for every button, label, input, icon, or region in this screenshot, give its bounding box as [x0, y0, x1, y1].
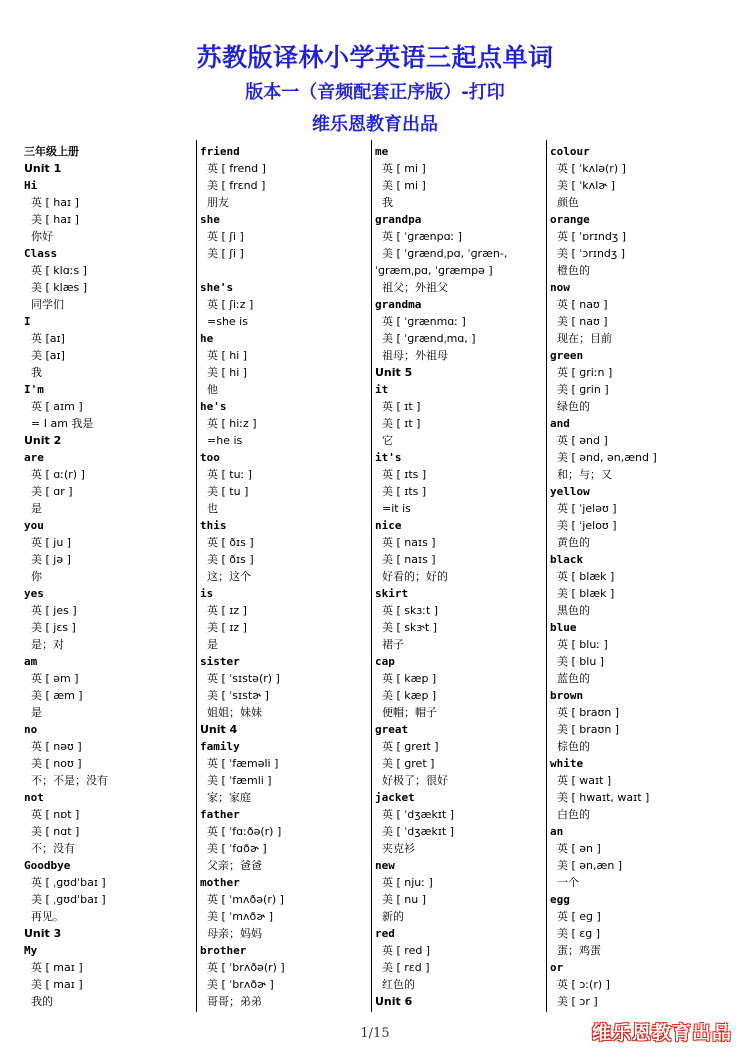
vocab-word: brown [550, 689, 584, 702]
vocab-detail: 哥哥；弟弟 [207, 995, 262, 1008]
vocab-detail: 家；家庭 [207, 791, 251, 804]
vocab-detail: 白色的 [557, 808, 590, 821]
vocab-column-1 [24, 143, 192, 1013]
vocab-detail: 是 [31, 706, 42, 719]
vocab-detail: 不；不是；没有 [31, 774, 108, 787]
vocab-detail: 我 [382, 196, 393, 209]
vocab-detail: 英 [ naɪs ] [382, 536, 436, 549]
vocab-detail: 英 [ braʊn ] [557, 706, 620, 719]
vocab-detail: 英 [ ˈɡrænmɑː ] [382, 315, 466, 328]
vocab-column-3 [375, 143, 543, 1013]
vocab-detail: 英 [ hi ] [207, 349, 248, 362]
vocab-word: she [200, 213, 220, 226]
vocab-detail: 英 [ ɪts ] [382, 468, 427, 481]
vocab-detail: 美 [ tu ] [207, 485, 249, 498]
vocab-detail: 是 [207, 638, 218, 651]
vocab-detail: 黑色的 [557, 604, 590, 617]
vocab-word: I'm [24, 383, 44, 396]
vocab-detail: 他 [207, 383, 218, 396]
vocab-detail: 红色的 [382, 978, 415, 991]
vocab-detail: 英 [ jes ] [31, 604, 77, 617]
vocab-word: friend [200, 145, 240, 158]
vocab-word: blue [550, 621, 577, 634]
vocab-detail: 美 [ ɡret ] [382, 757, 435, 770]
vocab-detail: 英 [ frend ] [207, 162, 266, 175]
vocab-detail: 英 [ ðɪs ] [207, 536, 254, 549]
vocab-detail: 我 [31, 366, 42, 379]
section-heading: Unit 5 [375, 366, 413, 379]
vocab-detail: 它 [382, 434, 393, 447]
vocab-word: yellow [550, 485, 590, 498]
vocab-detail: 美 [ ˈɔrɪndʒ ] [557, 247, 626, 260]
vocab-detail: 是 [31, 502, 42, 515]
page-subtitle: 版本一（音频配套正序版）-打印 [245, 82, 505, 103]
vocab-detail: 美 [ hi ] [207, 366, 248, 379]
vocab-line: ˈɡræmˌpɑ, ˈɡræmpə ] [375, 264, 493, 277]
vocab-detail: 夹克衫 [382, 842, 415, 855]
vocab-word: black [550, 553, 584, 566]
vocab-detail: 英 [ waɪt ] [557, 774, 612, 787]
vocab-word: grandpa [375, 213, 422, 226]
vocab-detail: 美 [ mi ] [382, 179, 426, 192]
vocab-detail [200, 262, 368, 279]
vocab-detail: 美 [ klæs ] [31, 281, 88, 294]
vocab-detail: 美 [ braʊn ] [557, 723, 620, 736]
vocab-detail: 英 [ nɒt ] [31, 808, 80, 821]
vocab-word: she's [200, 281, 234, 294]
vocab-word: green [550, 349, 584, 362]
vocab-detail: 英 [ ˈfæməli ] [207, 757, 279, 770]
section-heading: 三年级上册 [24, 145, 79, 158]
vocab-detail: 英 [ bluː ] [557, 638, 608, 651]
vocab-detail: 和；与；又 [557, 468, 612, 481]
vocab-detail: 美 [ naʊ ] [557, 315, 608, 328]
vocab-word: nice [375, 519, 402, 532]
vocab-detail: 英 [ hiːz ] [207, 417, 257, 430]
vocab-detail: 美 [ skɝt ] [382, 621, 438, 634]
vocab-detail: 美 [ ɪts ] [382, 485, 427, 498]
vocab-detail: 美 [ ɪz ] [207, 621, 247, 634]
vocab-word: me [375, 145, 389, 158]
vocab-detail: 美 [ ˈfɑðɚ ] [207, 842, 267, 855]
vocab-detail: 英 [ ɔː(r) ] [557, 978, 610, 991]
vocab-word: brother [200, 944, 247, 957]
vocab-detail: 英 [ ɑː(r) ] [31, 468, 85, 481]
vocab-detail: 美 [ jɛs ] [31, 621, 76, 634]
vocab-detail: 一个 [557, 876, 579, 889]
vocab-detail: 英 [ skɜːt ] [382, 604, 439, 617]
vocab-detail: 英 [ ɪz ] [207, 604, 247, 617]
vocab-detail: 英 [ ʃi ] [207, 230, 244, 243]
vocab-word: family [200, 740, 240, 753]
vocab-word: I [24, 315, 31, 328]
vocab-word: orange [550, 213, 590, 226]
section-heading: Unit 6 [375, 995, 413, 1008]
vocab-word: jacket [375, 791, 415, 804]
vocab-detail: 美 [ ʃi ] [207, 247, 244, 260]
vocab-detail: 英 [ ɪt ] [382, 400, 421, 413]
vocab-detail: 母亲；妈妈 [207, 927, 262, 940]
vocab-detail: 橙色的 [557, 264, 590, 277]
vocab-detail: 英 [ aɪm ] [31, 400, 83, 413]
publisher-line: 维乐恩教育出品 [312, 114, 438, 135]
publisher-watermark: 维乐恩教育出品 [591, 1022, 732, 1044]
vocab-detail: 英 [aɪ] [31, 332, 65, 345]
document-header [0, 40, 750, 140]
vocab-detail: 英 [ ʃiːz ] [207, 298, 254, 311]
vocab-detail: 美 [ kæp ] [382, 689, 437, 702]
vocab-detail: 新的 [382, 910, 404, 923]
vocab-detail: 英 [ ˈɡrænpɑː ] [382, 230, 463, 243]
vocab-detail: 美 [ ənd, ən,ænd ] [557, 451, 657, 464]
vocab-detail: 英 [ njuː ] [382, 876, 433, 889]
vocab-detail: 美 [ rɛd ] [382, 961, 430, 974]
vocab-detail: 美 [ ɑr ] [31, 485, 73, 498]
vocab-detail: 美 [ naɪs ] [382, 553, 436, 566]
vocab-detail: 美 [ ˈmʌðɚ ] [207, 910, 274, 923]
vocab-detail: 英 [ tuː ] [207, 468, 253, 481]
vocab-detail: 英 [ red ] [382, 944, 431, 957]
vocab-detail: =she is [207, 315, 248, 328]
vocab-detail: 美 [ ˈdʒækɪt ] [382, 825, 455, 838]
vocab-detail: 美 [ ən,æn ] [557, 859, 623, 872]
vocab-detail: 美 [ frɛnd ] [207, 179, 266, 192]
vocab-word: am [24, 655, 38, 668]
page-title: 苏教版译林小学英语三起点单词 [196, 43, 554, 72]
vocab-detail: 美 [ blu ] [557, 655, 605, 668]
vocab-detail: 英 [ kæp ] [382, 672, 437, 685]
vocab-detail: 祖父；外祖父 [382, 281, 448, 294]
vocab-detail: 美 [ nɑt ] [31, 825, 80, 838]
vocab-word: an [550, 825, 564, 838]
vocab-detail: 英 [ ənd ] [557, 434, 608, 447]
vocab-word: Class [24, 247, 58, 260]
vocab-column-2 [200, 143, 368, 1013]
vocab-detail: 英 [ ˈfɑːðə(r) ] [207, 825, 282, 838]
vocab-detail: 英 [ ˌɡʊdˈbaɪ ] [31, 876, 106, 889]
vocab-word: grandma [375, 298, 422, 311]
vocab-detail: 美 [ haɪ ] [31, 213, 79, 226]
vocab-detail: 美 [ ˈjeloʊ ] [557, 519, 617, 532]
vocab-word: you [24, 519, 44, 532]
section-heading: Unit 2 [24, 434, 62, 447]
vocab-detail: 我的 [31, 995, 53, 1008]
vocab-detail: 美 [ æm ] [31, 689, 83, 702]
vocab-detail: 祖母；外祖母 [382, 349, 448, 362]
vocab-detail: 英 [ blæk ] [557, 570, 615, 583]
vocab-word: new [375, 859, 395, 872]
vocab-detail: 棕色的 [557, 740, 590, 753]
vocab-detail: 便帽；帽子 [382, 706, 437, 719]
vocab-word: great [375, 723, 409, 736]
vocab-word: white [550, 757, 584, 770]
vocab-detail: 再见。 [31, 910, 64, 923]
vocab-detail: 蓝色的 [557, 672, 590, 685]
vocab-detail: 美 [ ˈkʌlɚ ] [557, 179, 616, 192]
vocab-detail: 英 [ ˈsɪstə(r) ] [207, 672, 280, 685]
vocab-word: are [24, 451, 44, 464]
vocab-detail: 英 [ ən ] [557, 842, 601, 855]
vocab-detail: 美 [ ˈsɪstɚ ] [207, 689, 269, 702]
vocab-word: mother [200, 876, 240, 889]
section-heading: Unit 4 [200, 723, 238, 736]
vocab-detail: 美 [ ɪt ] [382, 417, 421, 430]
vocab-detail: 美 [ ˈɡrændˌpɑ, ˈɡræn-, [382, 247, 508, 260]
vocab-detail: 英 [ naʊ ] [557, 298, 608, 311]
vocab-word: Goodbye [24, 859, 71, 872]
vocab-detail: 美 [ ðɪs ] [207, 553, 254, 566]
vocab-detail: 黄色的 [557, 536, 590, 549]
vocab-detail: 美 [ blæk ] [557, 587, 615, 600]
vocab-detail: 英 [ ɡreɪt ] [382, 740, 439, 753]
page-number: 1/15 [360, 1026, 390, 1041]
vocab-detail: 英 [ haɪ ] [31, 196, 79, 209]
vocab-detail: 英 [ əm ] [31, 672, 79, 685]
vocab-detail: = I am 我是 [31, 417, 94, 430]
vocab-detail: 英 [ ˈkʌlə(r) ] [557, 162, 626, 175]
vocab-detail: 英 [ nəʊ ] [31, 740, 82, 753]
vocab-detail: 英 [ ˈjeləʊ ] [557, 502, 617, 515]
vocab-word: no [24, 723, 38, 736]
vocab-detail: 英 [ klɑːs ] [31, 264, 87, 277]
vocab-word: My [24, 944, 38, 957]
vocab-word: not [24, 791, 44, 804]
vocab-word: father [200, 808, 240, 821]
vocab-detail: 不；没有 [31, 842, 75, 855]
vocab-detail: 美 [ ˈɡrændˌmɑ, ] [382, 332, 476, 345]
vocab-detail: 朋友 [207, 196, 229, 209]
vocab-detail: 英 [ maɪ ] [31, 961, 83, 974]
vocab-word: he's [200, 400, 227, 413]
section-heading: Unit 1 [24, 162, 62, 175]
vocab-detail: 现在；目前 [557, 332, 612, 345]
vocab-detail: 也 [207, 502, 218, 515]
vocab-column-4 [550, 143, 718, 1013]
vocab-detail: 英 [ mi ] [382, 162, 426, 175]
vocab-detail: 美 [ nu ] [382, 893, 427, 906]
vocab-word: it's [375, 451, 402, 464]
vocab-detail: 英 [ ˈɒrɪndʒ ] [557, 230, 626, 243]
vocab-detail: 美 [aɪ] [31, 349, 65, 362]
vocab-word: yes [24, 587, 44, 600]
vocab-detail: 英 [ ju ] [31, 536, 72, 549]
vocab-detail: 美 [ ˈbrʌðɚ ] [207, 978, 274, 991]
vocab-detail: 美 [ noʊ ] [31, 757, 82, 770]
vocab-word: red [375, 927, 395, 940]
vocab-word: too [200, 451, 220, 464]
vocab-word: this [200, 519, 227, 532]
vocab-detail: 英 [ ˈmʌðə(r) ] [207, 893, 284, 906]
vocab-word: colour [550, 145, 590, 158]
vocab-detail: 美 [ ˈfæmli ] [207, 774, 272, 787]
vocab-detail: 美 [ jə ] [31, 553, 71, 566]
vocab-detail: 父亲；爸爸 [207, 859, 262, 872]
vocab-word: sister [200, 655, 240, 668]
vocab-detail: =it is [382, 502, 411, 515]
vocab-detail: 美 [ hwaɪt, waɪt ] [557, 791, 650, 804]
vocab-detail: 姐姐；妹妹 [207, 706, 262, 719]
vocab-detail: 美 [ maɪ ] [31, 978, 83, 991]
vocab-detail: 美 [ ˌɡʊdˈbaɪ ] [31, 893, 106, 906]
vocab-detail: 裙子 [382, 638, 404, 651]
vocab-detail: 美 [ ɡrin ] [557, 383, 609, 396]
vocab-word: or [550, 961, 564, 974]
vocab-detail: 颜色 [557, 196, 579, 209]
vocab-detail: 是；对 [31, 638, 64, 651]
vocab-detail: 英 [ eɡ ] [557, 910, 601, 923]
vocab-detail: 美 [ ɛɡ ] [557, 927, 601, 940]
vocab-detail: 你好 [31, 230, 53, 243]
vocab-detail: 好看的；好的 [382, 570, 448, 583]
vocab-detail: 同学们 [31, 298, 64, 311]
vocab-word: now [550, 281, 570, 294]
vocab-word: Hi [24, 179, 38, 192]
vocab-detail: =he is [207, 434, 243, 447]
vocab-detail: 英 [ ˈbrʌðə(r) ] [207, 961, 285, 974]
vocab-detail: 蛋；鸡蛋 [557, 944, 601, 957]
vocab-word: cap [375, 655, 395, 668]
vocab-detail: 英 [ ɡriːn ] [557, 366, 613, 379]
vocab-word: and [550, 417, 570, 430]
vocab-detail: 这；这个 [207, 570, 251, 583]
vocab-word: egg [550, 893, 570, 906]
vocab-detail: 美 [ ɔr ] [557, 995, 598, 1008]
vocab-detail: 英 [ ˈdʒækɪt ] [382, 808, 455, 821]
vocab-detail: 好极了；很好 [382, 774, 448, 787]
vocab-word: he [200, 332, 214, 345]
vocab-word: it [375, 383, 389, 396]
vocabulary-columns [24, 143, 729, 1013]
vocab-word: is [200, 587, 214, 600]
vocab-detail: 你 [31, 570, 42, 583]
section-heading: Unit 3 [24, 927, 62, 940]
vocab-detail: 绿色的 [557, 400, 590, 413]
vocab-word: skirt [375, 587, 409, 600]
